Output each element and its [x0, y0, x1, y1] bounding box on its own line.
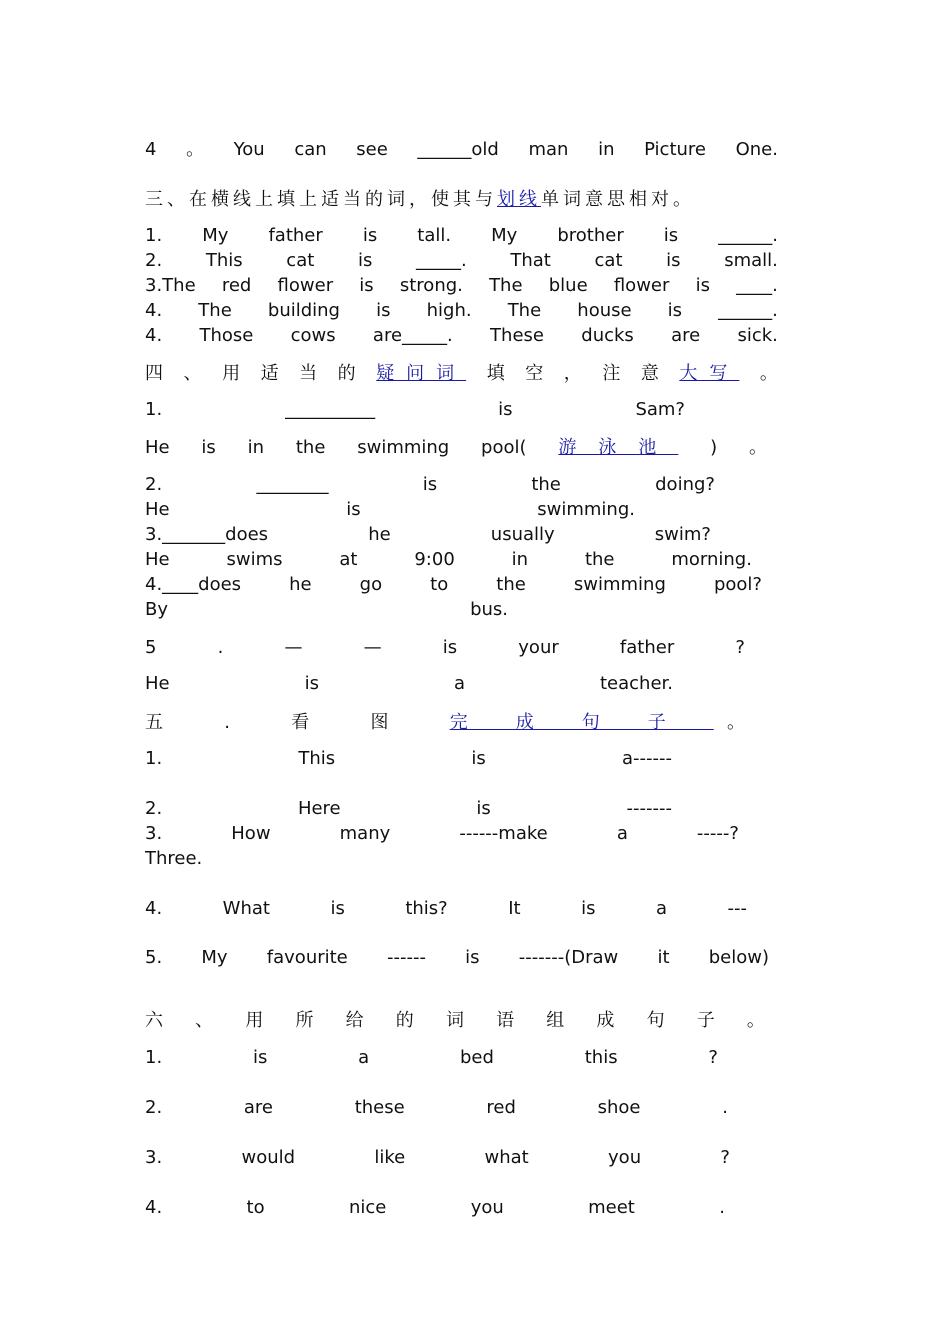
word: go	[359, 574, 383, 595]
exercise-line	[145, 249, 778, 273]
word: is	[695, 275, 710, 296]
exercise-line	[145, 797, 672, 821]
word: is	[422, 474, 438, 495]
word: is	[359, 275, 374, 296]
exercise-line	[145, 1196, 725, 1220]
word: My	[201, 947, 228, 968]
word: ______.	[718, 225, 778, 246]
exercise-line	[145, 1046, 718, 1070]
word: 5	[145, 637, 157, 658]
word: the	[531, 474, 561, 495]
word: flower	[613, 275, 670, 296]
exercise-line	[145, 636, 745, 660]
word: this?	[405, 898, 448, 919]
word: nice	[348, 1197, 387, 1218]
word: My	[491, 225, 518, 246]
word: What	[222, 898, 270, 919]
exercise-line	[145, 224, 778, 248]
word: teacher.	[599, 673, 673, 694]
word: Here	[297, 798, 341, 819]
word: man	[528, 139, 569, 160]
exercise-line	[145, 847, 778, 871]
word: in	[247, 437, 265, 458]
word: That	[510, 250, 551, 271]
word: .	[217, 637, 224, 658]
word: ____.	[736, 275, 778, 296]
word: 3.	[145, 823, 163, 844]
word: He	[145, 549, 170, 570]
heading-char: 。	[726, 712, 745, 733]
heading-char: 图	[370, 712, 389, 733]
word: He	[145, 499, 170, 520]
heading-char: ，	[563, 363, 582, 384]
word: 4.____does	[145, 574, 242, 595]
heading-char: 句	[646, 1010, 665, 1031]
word: 1.	[145, 225, 163, 246]
heading-text: 单词意思相对。	[541, 189, 695, 210]
word: One.	[735, 139, 778, 160]
word: ------make	[459, 823, 548, 844]
word: Picture	[644, 139, 706, 160]
word: is	[667, 300, 683, 321]
word: -------(Draw	[518, 947, 619, 968]
word: 4.	[145, 300, 163, 321]
heading-char: 、	[183, 363, 202, 384]
word: meet	[588, 1197, 635, 1218]
word: ?	[708, 1047, 718, 1068]
word: blue	[548, 275, 588, 296]
heading-char: 空	[525, 363, 544, 384]
word: red	[486, 1097, 516, 1118]
section-4-heading	[145, 362, 778, 386]
word: 1.	[145, 748, 163, 769]
word: you	[470, 1197, 504, 1218]
exercise-line	[145, 822, 739, 846]
word: it	[657, 947, 670, 968]
word: swims	[226, 549, 283, 570]
word: The	[489, 275, 523, 296]
word: is	[252, 1047, 268, 1068]
word: .	[722, 1097, 728, 1118]
word: ______old	[417, 139, 499, 160]
word: father	[268, 225, 323, 246]
word: is	[201, 437, 216, 458]
word: cows	[290, 325, 336, 346]
word: is	[498, 399, 513, 420]
word: swimming	[357, 437, 450, 458]
section-6-heading	[145, 1009, 765, 1033]
exercise-line	[145, 523, 711, 547]
word: the	[295, 437, 326, 458]
word: the	[584, 549, 615, 570]
word: bed	[460, 1047, 494, 1068]
heading-char: 的	[395, 1010, 414, 1031]
word: My	[202, 225, 229, 246]
heading-char: 词	[445, 1010, 464, 1031]
word: ?	[735, 637, 745, 658]
exercise-line	[145, 299, 778, 323]
word: It	[508, 898, 521, 919]
word: You	[233, 139, 265, 160]
word: —	[284, 637, 303, 658]
word: How	[231, 823, 271, 844]
exercise-line	[145, 274, 778, 298]
word: He	[145, 673, 170, 694]
heading-char: 四	[145, 363, 163, 384]
exercise-line	[145, 897, 747, 921]
exercise-line	[145, 1096, 728, 1120]
exercise-line	[145, 324, 778, 348]
heading-char: 当	[299, 363, 318, 384]
word: usually	[490, 524, 555, 545]
word: are	[671, 325, 701, 346]
exercise-line	[145, 946, 769, 970]
word: 4.	[145, 325, 163, 346]
word: Those	[199, 325, 254, 346]
word: in	[598, 139, 615, 160]
inline-link[interactable]: 游泳池	[558, 437, 679, 458]
word: a	[358, 1047, 370, 1068]
heading-char: 所	[295, 1010, 314, 1031]
word: he	[368, 524, 391, 545]
word: many	[339, 823, 391, 844]
word: 2.	[145, 250, 163, 271]
exercise-line	[145, 473, 715, 497]
heading-char: 。	[759, 363, 778, 384]
word: ducks	[581, 325, 634, 346]
word: 4.	[145, 898, 163, 919]
word: __________	[285, 399, 376, 420]
word: a------	[621, 748, 672, 769]
heading-char: 给	[345, 1010, 364, 1031]
word: is	[357, 250, 373, 271]
heading-link[interactable]: 大写	[679, 363, 740, 384]
word: flower	[277, 275, 334, 296]
heading-char: 意	[640, 363, 659, 384]
word: -------	[626, 798, 672, 819]
word: cat	[286, 250, 315, 271]
word: at	[339, 549, 358, 570]
word: 。	[749, 437, 767, 458]
word: 3.The	[145, 275, 196, 296]
word: 1.	[145, 399, 163, 420]
heading-char: 注	[602, 363, 621, 384]
section-5-heading	[145, 711, 745, 735]
word: he	[289, 574, 312, 595]
word: -----?	[696, 823, 739, 844]
word: pool(	[481, 437, 527, 458]
word: )	[710, 437, 718, 458]
section-3-heading	[145, 188, 778, 212]
word: tall.	[417, 225, 452, 246]
word: ______.	[718, 300, 778, 321]
word: swimming	[573, 574, 666, 595]
word: Three.	[145, 848, 203, 869]
word: building	[267, 300, 340, 321]
word: to	[246, 1197, 265, 1218]
word: 3.	[145, 1147, 163, 1168]
heading-char: 子	[696, 1010, 715, 1031]
word: .	[719, 1197, 725, 1218]
heading-char: 。	[746, 1010, 765, 1031]
word: _____.	[415, 250, 467, 271]
heading-char: 语	[496, 1010, 515, 1031]
word: is	[362, 225, 378, 246]
exercise-line	[145, 747, 672, 771]
exercise-line	[145, 573, 762, 597]
word: what	[484, 1147, 529, 1168]
exercise-line	[145, 598, 508, 622]
heading-char: 、	[195, 1010, 214, 1031]
word: 1.	[145, 1047, 163, 1068]
word: 2.	[145, 474, 163, 495]
word: can	[294, 139, 327, 160]
heading-link[interactable]: 划线	[497, 189, 541, 210]
word: This	[205, 250, 243, 271]
word: morning.	[671, 549, 752, 570]
word: would	[241, 1147, 296, 1168]
word: Sam?	[635, 399, 685, 420]
word: By	[145, 599, 169, 620]
word: is	[465, 947, 480, 968]
word: 5.	[145, 947, 163, 968]
word: red	[221, 275, 252, 296]
heading-text: 三、在横线上填上适当的词，使其与	[145, 189, 497, 210]
word: these	[354, 1097, 405, 1118]
word: ________	[256, 474, 329, 495]
word: favourite	[266, 947, 348, 968]
word: 2.	[145, 1097, 163, 1118]
word: pool?	[713, 574, 762, 595]
word: a	[655, 898, 667, 919]
word: in	[511, 549, 529, 570]
exercise-line	[145, 548, 752, 572]
word: is	[442, 637, 458, 658]
word: strong.	[399, 275, 463, 296]
word: are	[243, 1097, 273, 1118]
word: father	[619, 637, 675, 658]
word: below)	[708, 947, 769, 968]
heading-char: 五	[145, 712, 163, 733]
word: is	[471, 748, 486, 769]
word: small.	[724, 250, 778, 271]
heading-char: 填	[486, 363, 505, 384]
word: is	[346, 499, 361, 520]
word: 。	[186, 139, 205, 160]
word: These	[490, 325, 544, 346]
word: is	[663, 225, 679, 246]
heading-char: 用	[245, 1010, 264, 1031]
exercise-line	[145, 672, 673, 696]
word: This	[298, 748, 336, 769]
word: 4	[145, 139, 157, 160]
word: doing?	[655, 474, 715, 495]
word: are_____.	[372, 325, 453, 346]
word: high.	[426, 300, 472, 321]
heading-char: .	[224, 712, 230, 733]
heading-char: 的	[337, 363, 356, 384]
word: see	[356, 139, 388, 160]
word: 2.	[145, 798, 163, 819]
heading-char: 成	[596, 1010, 615, 1031]
word: The	[198, 300, 232, 321]
word: like	[374, 1147, 406, 1168]
word: swimming.	[537, 499, 635, 520]
word: 3._______does	[145, 524, 269, 545]
word: is	[581, 898, 596, 919]
word: is	[666, 250, 681, 271]
exercise-line	[145, 1146, 730, 1170]
word: your	[518, 637, 559, 658]
heading-char: 适	[260, 363, 279, 384]
exercise-line	[145, 436, 767, 460]
word: swim?	[654, 524, 711, 545]
word: cat	[594, 250, 623, 271]
exercise-line	[145, 398, 685, 422]
word: sick.	[737, 325, 778, 346]
word: to	[430, 574, 449, 595]
word: brother	[557, 225, 624, 246]
exercise-line	[145, 498, 635, 522]
word: is	[476, 798, 491, 819]
heading-char: 六	[145, 1010, 163, 1031]
heading-char: 看	[291, 712, 310, 733]
word: The	[507, 300, 542, 321]
heading-link[interactable]: 疑问词	[376, 363, 467, 384]
word: is	[330, 898, 345, 919]
word: 4.	[145, 1197, 163, 1218]
word: 9:00	[414, 549, 455, 570]
word: a	[453, 673, 465, 694]
exercise-line	[145, 138, 778, 162]
heading-char: 用	[222, 363, 241, 384]
heading-link[interactable]: 完成句子	[449, 712, 714, 733]
word: ?	[720, 1147, 730, 1168]
word: is	[376, 300, 391, 321]
word: this	[584, 1047, 618, 1068]
word: house	[577, 300, 632, 321]
word: shoe	[597, 1097, 641, 1118]
word: He	[145, 437, 170, 458]
word: you	[608, 1147, 642, 1168]
word: ---	[727, 898, 747, 919]
heading-char: 组	[546, 1010, 565, 1031]
word: bus.	[470, 599, 508, 620]
word: the	[496, 574, 526, 595]
word: —	[363, 637, 382, 658]
word: ------	[386, 947, 426, 968]
word: a	[616, 823, 628, 844]
word: is	[304, 673, 319, 694]
